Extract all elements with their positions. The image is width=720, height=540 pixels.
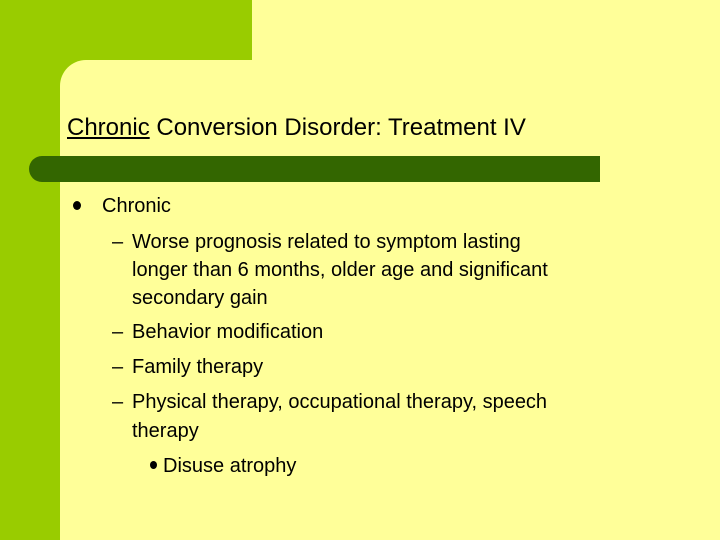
bullet-icon bbox=[150, 461, 157, 469]
sub-item-physical-line-1: Physical therapy, occupational therapy, speech bbox=[132, 391, 548, 413]
dash-icon: – bbox=[112, 391, 124, 413]
sub-item-prognosis-line-2: longer than 6 months, older age and significant bbox=[132, 259, 548, 281]
dash-icon: – bbox=[112, 356, 124, 378]
sub-item-behavior: Behavior modification bbox=[132, 321, 324, 343]
slide-title-rest: Conversion Disorder: Treatment IV bbox=[149, 114, 526, 141]
title-divider-bar bbox=[29, 156, 600, 182]
dash-icon: – bbox=[112, 231, 124, 253]
slide-title-underlined: Chronic bbox=[67, 114, 150, 141]
decor-side-band bbox=[0, 0, 60, 540]
dash-icon: – bbox=[112, 321, 124, 343]
sub-item-physical-line-2: therapy bbox=[132, 420, 199, 442]
sub-sub-item-disuse: Disuse atrophy bbox=[163, 455, 297, 477]
sub-item-prognosis-line-3: secondary gain bbox=[132, 287, 268, 309]
sub-item-family: Family therapy bbox=[132, 356, 264, 378]
slide-title bbox=[67, 114, 526, 142]
bullet-chronic: Chronic bbox=[102, 195, 171, 217]
bullet-icon bbox=[73, 201, 81, 210]
sub-item-prognosis-line-1: Worse prognosis related to symptom lasting bbox=[132, 231, 521, 253]
